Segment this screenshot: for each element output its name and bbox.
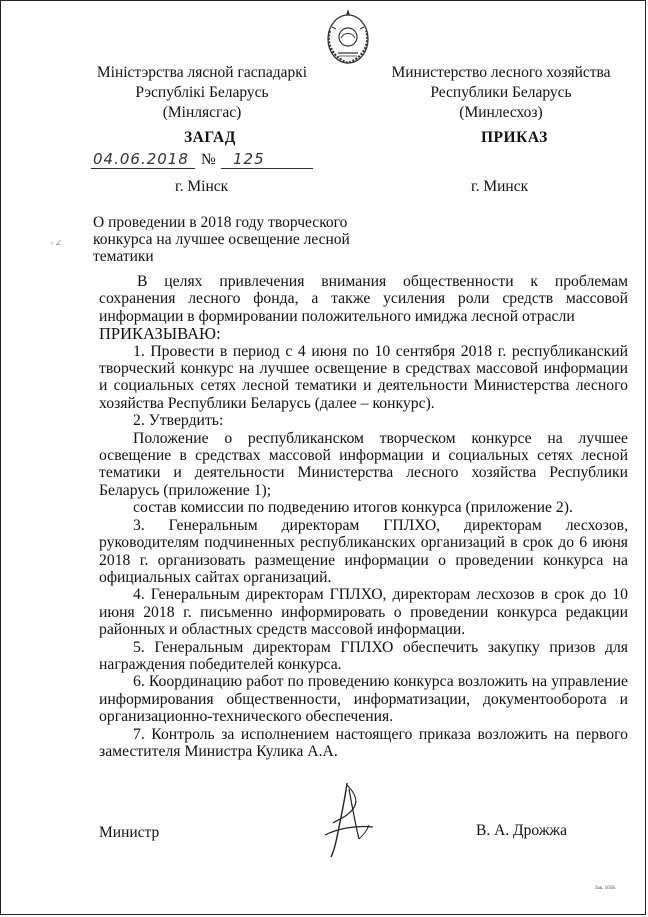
header-right-line-1: Министерство лесного хозяйства [391, 64, 611, 81]
paragraph-6: 6. Координацию работ по проведению конкурса возложить на управление информирования общественности, информатизации, документооборота и организационно-технического обеспечения. [99, 673, 628, 726]
paragraph-7: 7. Контроль за исполнением настоящего приказа возложить на первого заместителя Министра Кулика А.А. [99, 725, 628, 760]
header-left-line-1: Міністэрства лясной гаспадаркі [96, 64, 308, 81]
paragraph-2b: состав комиссии по подведению итогов конкурса (приложение 2). [133, 499, 573, 517]
order-date: 04.06.2018 [93, 150, 189, 168]
city-belarusian: г. Мінск [175, 178, 229, 195]
order-body [99, 273, 628, 760]
paragraph-1: 1. Провести в период с 4 июня по 10 сентября 2018 г. республиканский творческий конкурс на лучшее освещение в средствах массовой информации и социальных сетях лесной тематики и деятельности Министерства лесного хозяйства Республики Беларусь (далее – конкурс). [99, 342, 628, 412]
header-russian [386, 63, 616, 123]
order-number: 125 [233, 150, 265, 168]
number-sign: № [201, 151, 216, 168]
order-subject: О проведении в 2018 году творческого конкурса на лучшее освещение лесной тематики [93, 214, 350, 265]
order-word: ПРИКАЗЫВАЮ: [99, 324, 221, 344]
signatory-title: Министр [99, 824, 160, 841]
header-right-line-3: (Минлесхоз) [459, 104, 543, 121]
signature-icon [319, 779, 379, 859]
paragraph-4: 4. Генеральным директорам ГПЛХО, директорам лесхозов в срок до 10 июня 2018 г. письменно информировать о проведении конкурса редакции районных и областных средств массовой информации. [99, 586, 628, 639]
print-mark: Зак. 1058. [595, 886, 616, 891]
city-russian: г. Минск [471, 178, 529, 195]
state-emblem-icon [324, 7, 372, 67]
intro-paragraph: В целях привлечения внимания общественности к проблемам сохранения лесного фонда, а также усиления роли средств массовой информации в формировании положительного имиджа лесной отрасли [99, 273, 628, 325]
paragraph-3: 3. Генеральным директорам ГПЛХО, директорам лесхозов, руководителям подчиненных республиканских организаций в срок до 6 июня 2018 г. организовать размещение информации о проведении конкурса на официальных сайтах организаций. [99, 516, 628, 586]
header-left-line-3: (Мінлясгас) [162, 104, 242, 121]
signatory-name: В. А. Дрожжа [476, 822, 568, 839]
header-left-line-2: Рэспублікі Беларусь [135, 84, 269, 101]
order-title-belarusian: ЗАГАД [184, 129, 236, 146]
paragraph-2a: Положение о республиканском творческом конкурсе на лучшее освещение в средствах массовой информации и социальных сетях лесной тематики и деятельности Министерства лесного хозяйства Республики Беларусь (приложение 1); [99, 429, 628, 499]
date-number-line [91, 149, 313, 171]
header-right-line-2: Республики Беларусь [430, 84, 572, 101]
date-underline [91, 168, 195, 169]
paragraph-2: 2. Утвердить: [133, 412, 224, 430]
order-title-russian: ПРИКАЗ [481, 129, 548, 146]
number-underline [221, 168, 313, 169]
margin-mark-icon: ⸗ ∠ [51, 239, 62, 247]
header-belarusian [87, 63, 317, 123]
paragraph-5: 5. Генеральным директорам ГПЛХО обеспечить закупку призов для награждения победителей конкурса. [99, 638, 628, 673]
